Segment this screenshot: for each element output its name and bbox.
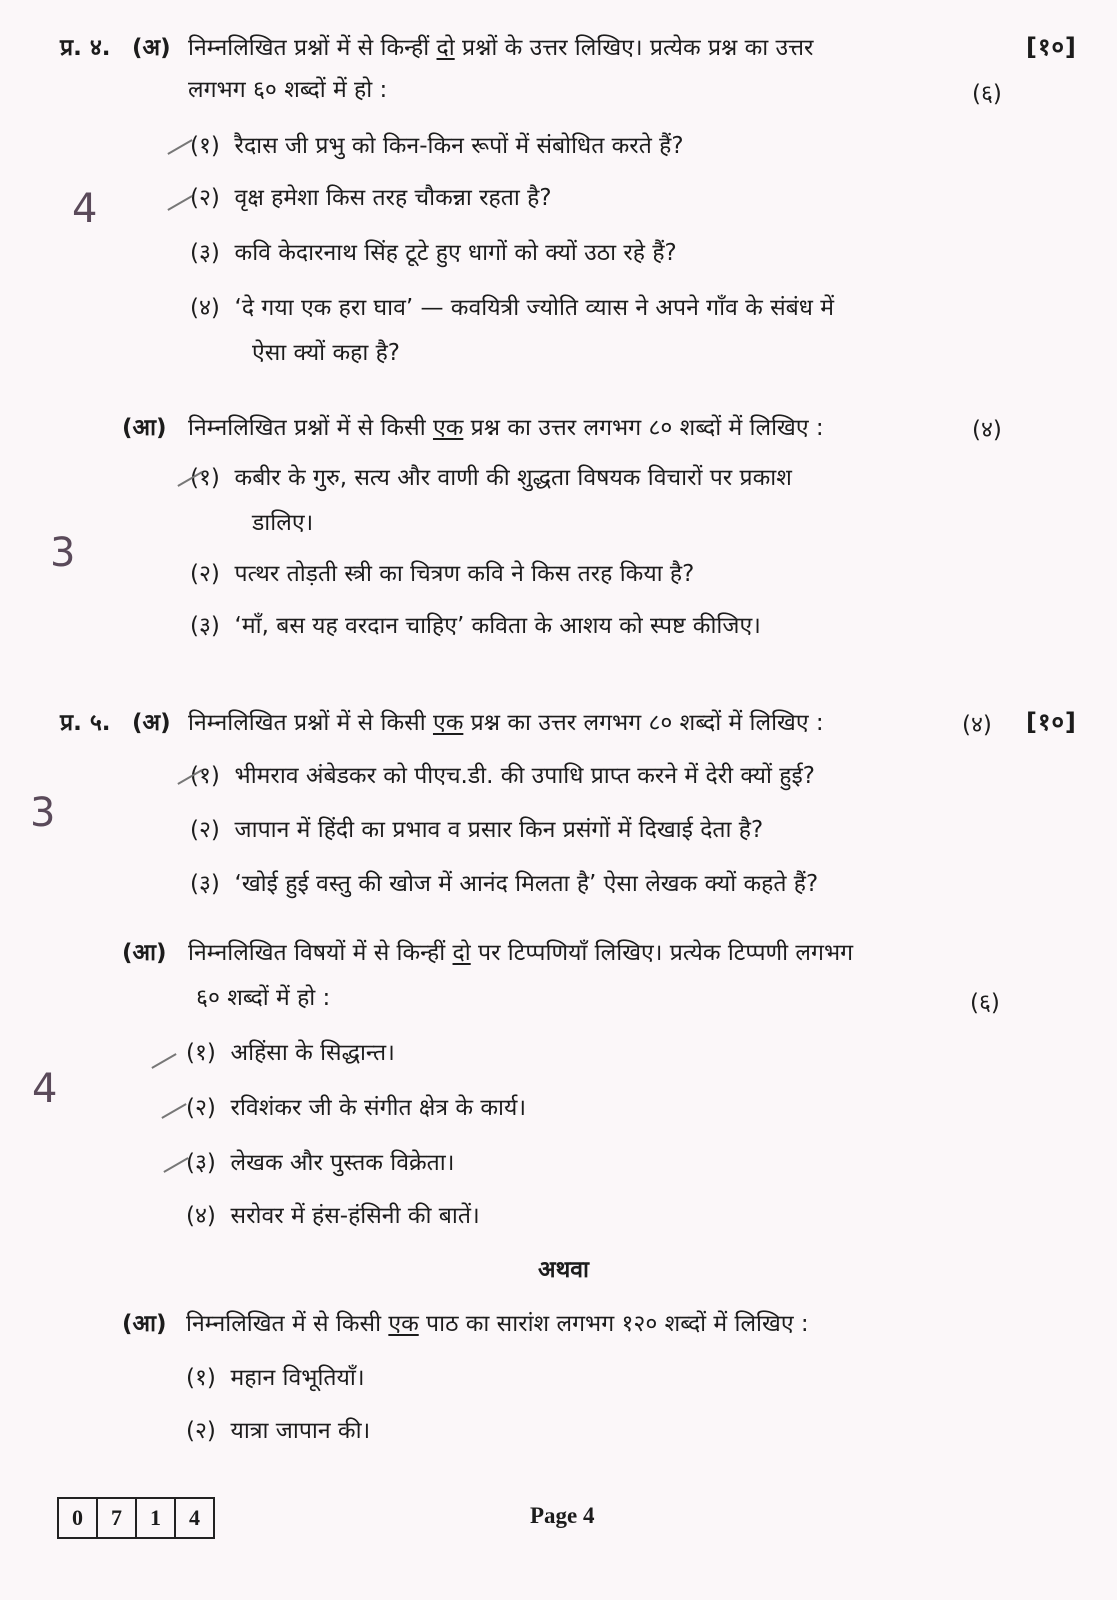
code-digit: 0	[59, 1499, 98, 1537]
q5b-alt-underlined: एक	[388, 1311, 419, 1337]
q4b-instruction: निम्नलिखित प्रश्नों में से किसी एक प्रश्न का उत्तर लगभग ८० शब्दों में लिखिए :	[188, 415, 824, 441]
q5b-alt-label: (आ)	[122, 1311, 167, 1337]
q4a-marks: (६)	[972, 81, 1002, 107]
q4b-option-1-line2: डालिए।	[252, 510, 314, 536]
q4-total-marks: [१०]	[1026, 33, 1077, 61]
or-heading: अथवा	[538, 1257, 590, 1283]
q4a-instruction-line2: लगभग ६० शब्दों में हो :	[188, 77, 388, 103]
tick-mark	[151, 1053, 176, 1069]
q5b-underlined: दो	[452, 940, 471, 966]
paper-code-box	[57, 1497, 215, 1539]
q5a-underlined: एक	[432, 710, 464, 736]
code-digit: 7	[98, 1499, 137, 1537]
q4-number: प्र. ४.	[60, 35, 111, 61]
q5b-alt-instruction: निम्नलिखित में से किसी एक पाठ का सारांश लगभग १२० शब्दों में लिखिए :	[186, 1311, 809, 1337]
tick-mark	[167, 139, 192, 155]
q5a-option-2: (२) जापान में हिंदी का प्रभाव व प्रसार किन प्रसंगों में दिखाई देता है?	[190, 817, 764, 843]
q4b-label: (आ)	[122, 415, 167, 441]
q4a-option-1: (१) रैदास जी प्रभु को किन-किन रूपों में संबोधित करते हैं?	[190, 133, 684, 159]
code-digit: 4	[189, 1505, 200, 1530]
page-number: Page 4	[530, 1503, 595, 1528]
q4a-option-3: (३) कवि केदारनाथ सिंह टूटे हुए धागों को क्यों उठा रहे हैं?	[190, 240, 677, 266]
handwritten-score-q5b: 4	[32, 1066, 58, 1112]
q5b-alt-option-1: (१) महान विभूतियाँ।	[186, 1365, 365, 1391]
q4b-option-1: (१) कबीर के गुरु, सत्य और वाणी की शुद्धता विषयक विचारों पर प्रकाश	[190, 465, 792, 491]
q5b-option-2: (२) रविशंकर जी के संगीत क्षेत्र के कार्य।	[186, 1095, 527, 1121]
q5a-instruction: निम्नलिखित प्रश्नों में से किसी एक प्रश्न का उत्तर लगभग ८० शब्दों में लिखिए :	[188, 710, 824, 736]
q4a-label: (अ)	[132, 35, 171, 61]
handwritten-score-q4b: 3	[50, 530, 76, 576]
tick-mark	[167, 195, 192, 211]
q5-number: प्र. ५.	[60, 710, 111, 736]
q4a-option-4: (४) ‘दे गया एक हरा घाव’ — कवयित्री ज्योति व्यास ने अपने गाँव के संबंध में	[190, 295, 835, 321]
q5-total-marks: [१०]	[1026, 708, 1077, 736]
q4b-marks: (४)	[972, 417, 1002, 443]
q4b-option-3: (३) ‘माँ, बस यह वरदान चाहिए’ कविता के आशय को स्पष्ट कीजिए।	[190, 613, 761, 639]
q5b-marks: (६)	[970, 990, 1000, 1016]
handwritten-score-q5a: 3	[30, 790, 56, 836]
q5b-option-3: (३) लेखक और पुस्तक विक्रेता।	[186, 1150, 455, 1176]
q5b-instruction-line2: ६० शब्दों में हो :	[196, 985, 331, 1011]
q5b-alt-option-2: (२) यात्रा जापान की।	[186, 1418, 371, 1444]
q4a-option-4-line2: ऐसा क्यों कहा है?	[252, 340, 401, 366]
q5a-label: (अ)	[132, 710, 171, 736]
q4b-underlined: एक	[432, 415, 464, 441]
q4a-instruction: निम्नलिखित प्रश्नों में से किन्हीं दो प्रश्नों के उत्तर लिखिए। प्रत्येक प्रश्न का उत्तर	[188, 35, 814, 61]
q5a-option-1: (१) भीमराव अंबेडकर को पीएच.डी. की उपाधि प्राप्त करने में देरी क्यों हुई?	[190, 763, 815, 789]
q5b-label: (आ)	[122, 940, 167, 966]
q5b-option-1: (१) अहिंसा के सिद्धान्त।	[186, 1040, 395, 1066]
q5b-instruction: निम्नलिखित विषयों में से किन्हीं दो पर टिप्पणियाँ लिखिए। प्रत्येक टिप्पणी लगभग	[188, 940, 854, 966]
handwritten-score-q4a: 4	[72, 186, 98, 232]
code-digit: 1	[137, 1499, 176, 1537]
q5b-option-4: (४) सरोवर में हंस-हंसिनी की बातें।	[186, 1203, 480, 1229]
q4a-option-2: (२) वृक्ष हमेशा किस तरह चौकन्ना रहता है?	[190, 185, 552, 211]
tick-mark	[161, 1103, 186, 1119]
q5a-marks: (४)	[962, 712, 992, 738]
q4a-underlined: दो	[436, 35, 455, 61]
q4b-option-2: (२) पत्थर तोड़ती स्त्री का चित्रण कवि ने किस तरह किया है?	[190, 561, 695, 587]
q5a-option-3: (३) ‘खोई हुई वस्तु की खोज में आनंद मिलता है’ ऐसा लेखक क्यों कहते हैं?	[190, 871, 819, 897]
tick-mark	[163, 1157, 188, 1173]
